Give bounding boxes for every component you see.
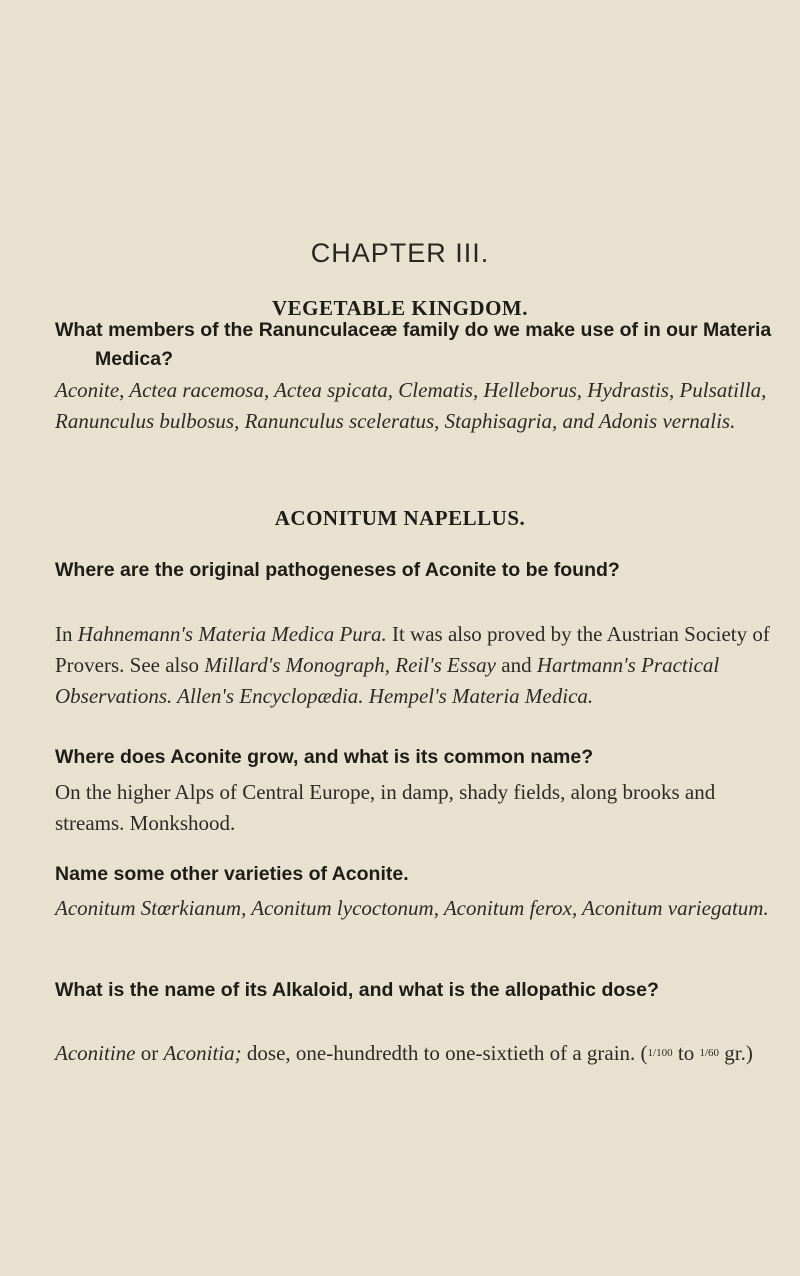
question-ranunculaceae: What members of the Ranunculaceæ family do we make use of in our Materia Medica?: [55, 319, 772, 370]
section-heading-vegetable-kingdom: VEGETABLE KINGDOM.: [272, 296, 528, 320]
answer-alkaloid: [55, 1038, 770, 1069]
answer-text: In: [55, 622, 73, 646]
chapter-heading: CHAPTER III.: [310, 238, 490, 268]
answer-title: Aconitia;: [163, 1041, 242, 1065]
answer-text: to: [677, 1041, 695, 1065]
question-habitat: Where does Aconite grow, and what is its common name?: [55, 746, 594, 768]
answer-text: gr.): [724, 1041, 753, 1065]
answer-habitat: On the higher Alps of Central Europe, in damp, shady fields, along brooks and streams. Monkshood.: [55, 780, 716, 835]
answer-title: Hartmann's Practical Observations. Allen's Encyclopædia. Hempel's Materia Medica.: [55, 653, 720, 708]
answer-text: and: [501, 653, 532, 677]
fraction-one-hundredth: 1/100: [647, 1047, 673, 1059]
question-pathogeneses: Where are the original pathogeneses of Aconite to be found?: [55, 559, 620, 581]
answer-title: Hahnemann's Materia Medica Pura.: [77, 622, 387, 646]
answer-text: or: [140, 1041, 159, 1065]
question-varieties: Name some other varieties of Aconite.: [55, 863, 409, 885]
answer-text: dose, one-hundredth to one-sixtieth of a grain.: [246, 1041, 636, 1065]
answer-pathogeneses: [55, 619, 770, 712]
answer-varieties: Aconitum Stœrkianum, Aconitum lycoctonum, Aconitum ferox, Aconitum variegatum.: [55, 896, 769, 920]
answer-text: It was also proved by the Austrian Society of Provers. See also: [55, 622, 770, 677]
question-alkaloid: What is the name of its Alkaloid, and what is the allopathic dose?: [55, 979, 659, 1001]
section-heading-aconitum-napellus: ACONITUM NAPELLUS.: [274, 506, 526, 530]
answer-ranunculaceae: Aconite, Actea racemosa, Actea spicata, Clematis, Helleborus, Hydrastis, Pulsatilla, Ranunculus bulbosus, Ranunculus sceleratus, Staphisagria, and Adonis vernalis.: [55, 378, 767, 433]
answer-text: (: [640, 1041, 648, 1065]
fraction-one-sixtieth: 1/60: [699, 1047, 720, 1059]
answer-title: Aconitine: [55, 1041, 136, 1065]
answer-title: Millard's Monograph, Reil's Essay: [204, 653, 497, 677]
